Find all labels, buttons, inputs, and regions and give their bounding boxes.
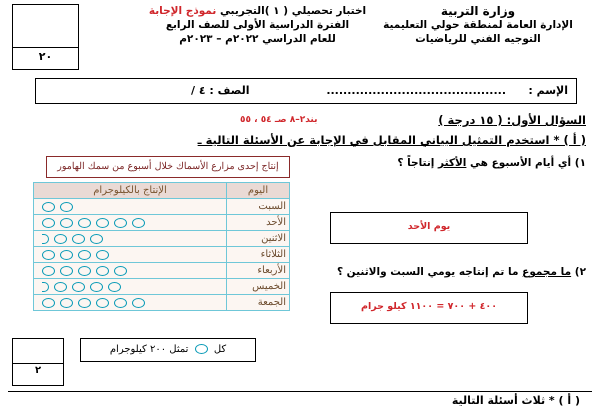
fish-icon — [42, 298, 55, 308]
exam-title-block — [140, 4, 375, 46]
pictograph-day: الخميس — [227, 279, 290, 295]
fish-icon — [60, 250, 73, 260]
key-each: كل — [213, 344, 227, 355]
fish-icon — [54, 234, 67, 244]
pictograph-day: الجمعة — [227, 295, 290, 311]
fish-icon — [60, 266, 73, 276]
exam-title — [140, 4, 375, 18]
section-divider — [8, 391, 592, 392]
fish-icon — [54, 282, 67, 292]
part-mark-box — [12, 338, 64, 386]
pictograph-row — [34, 247, 290, 263]
ministry-name: وزارة التربية — [440, 4, 516, 18]
fish-icon — [42, 218, 55, 228]
pictograph-row — [34, 199, 290, 215]
fish-icon — [114, 218, 127, 228]
directorate-name: الإدارة العامة لمنطقة حولي التعليمية — [383, 19, 573, 31]
student-info-bar — [35, 78, 577, 104]
pictograph-values — [34, 247, 227, 263]
answer-1: يوم الأحد — [407, 221, 451, 232]
part-a-instruction: ( أ ) * استخدم التمثيل البياني المقابل في الإجابة عن الأسئلة التالية ـ — [197, 133, 586, 147]
pictograph-values — [34, 295, 227, 311]
fish-icon — [60, 298, 73, 308]
exam-title-text: اختبار تحصيلي ( ١ )التجريبي — [219, 5, 367, 17]
pictograph-day: السبت — [227, 199, 290, 215]
answer-box-1 — [330, 212, 528, 244]
subquestion-1-number: ١) — [574, 157, 586, 169]
fish-icon — [96, 250, 109, 260]
col-production-header: الإنتاج بالكيلوجرام — [34, 183, 227, 199]
fish-icon — [78, 266, 91, 276]
subquestion-2-keyword: ما مجموع — [522, 266, 572, 278]
subquestion-2-number: ٢) — [574, 266, 586, 278]
question1-reference: بند٢–٨ صـ ٥٤ ، ٥٥ — [240, 115, 318, 125]
question1-title: السؤال الأول: ( ١٥ درجة ) — [438, 113, 586, 127]
guidance-name: التوجيه الفني للرياضيات — [415, 33, 541, 45]
pictograph-header-row — [34, 183, 290, 199]
fish-icon — [42, 250, 55, 260]
fish-icon — [132, 298, 145, 308]
answer-key-label: نموذج الإجابة — [148, 5, 217, 17]
col-day-header: اليوم — [227, 183, 290, 199]
subquestion-1-text-pre: أي أيام الأسبوع هي — [466, 157, 572, 169]
fish-icon — [96, 218, 109, 228]
footer-cut-text: ( أ ) * ثلاث أسئلة التالية — [451, 394, 580, 407]
fish-icon — [60, 202, 73, 212]
pictograph-row — [34, 279, 290, 295]
fish-icon — [78, 298, 91, 308]
pictograph-row — [34, 263, 290, 279]
subquestion-1-text-post: إنتاجاً ؟ — [397, 157, 439, 169]
pictograph-values — [34, 231, 227, 247]
pictograph-day: الأحد — [227, 215, 290, 231]
fish-icon — [60, 218, 73, 228]
fish-icon — [72, 234, 85, 244]
pictograph-values — [34, 215, 227, 231]
subquestion-1-keyword: الأكثر — [438, 157, 467, 169]
fish-icon — [114, 266, 127, 276]
fish-icon — [42, 202, 55, 212]
fish-icon — [90, 282, 103, 292]
fish-icon — [78, 250, 91, 260]
class-label: الصف : ٤ / — [191, 84, 250, 97]
answer-box-2 — [330, 292, 528, 324]
answer-2: ٤٠٠ + ٧٠٠ = ١١٠٠ كيلو جرام — [361, 301, 497, 312]
pictograph-table — [33, 182, 290, 311]
half-fish-icon — [42, 282, 49, 292]
pictograph-day: الأربعاء — [227, 263, 290, 279]
fish-icon — [96, 298, 109, 308]
total-mark-box — [12, 4, 79, 70]
pictograph-title: إنتاج إحدى مزارع الأسماك خلال أسبوع من سمك الهامور — [57, 161, 279, 172]
exam-year: للعام الدراسي ٢٠٢٢م – ٢٠٢٣م — [179, 33, 336, 45]
fish-icon — [78, 218, 91, 228]
pictograph-values — [34, 199, 227, 215]
exam-period: الفترة الدراسية الأولى للصف الرابع — [165, 19, 350, 31]
pictograph-values — [34, 279, 227, 295]
pictograph-row — [34, 231, 290, 247]
fish-icon — [42, 266, 55, 276]
key-value: ٢٠٠ — [149, 344, 167, 355]
pictograph-day: الاثنين — [227, 231, 290, 247]
fish-icon — [90, 234, 103, 244]
pictograph-day: الثلاثاء — [227, 247, 290, 263]
fish-icon — [114, 298, 127, 308]
ministry-block — [368, 4, 588, 46]
total-mark-divider — [13, 47, 78, 48]
subquestion-2 — [337, 266, 586, 278]
subquestion-1 — [397, 157, 586, 169]
fish-icon — [108, 282, 121, 292]
total-mark: ٢٠ — [38, 50, 53, 63]
subquestion-2-text-post: ما تم إنتاجه يومي السبت والاثنين ؟ — [336, 266, 523, 278]
fish-icon — [72, 282, 85, 292]
name-dots: ........................................... — [326, 84, 506, 97]
key-unit: كيلوجرام — [109, 344, 147, 355]
part-mark-divider — [13, 363, 63, 364]
fish-icon — [132, 218, 145, 228]
part-mark: ٢ — [34, 365, 42, 376]
fish-icon — [96, 266, 109, 276]
name-label: الإسم : — [528, 84, 568, 97]
pictograph-row — [34, 295, 290, 311]
pictograph-title-box — [46, 156, 290, 178]
pictograph-row — [34, 215, 290, 231]
fish-unit-icon — [195, 344, 208, 354]
key-represents: تمثل — [169, 344, 189, 355]
pictograph-values — [34, 263, 227, 279]
half-fish-icon — [42, 234, 49, 244]
pictograph-key-box — [80, 338, 256, 362]
